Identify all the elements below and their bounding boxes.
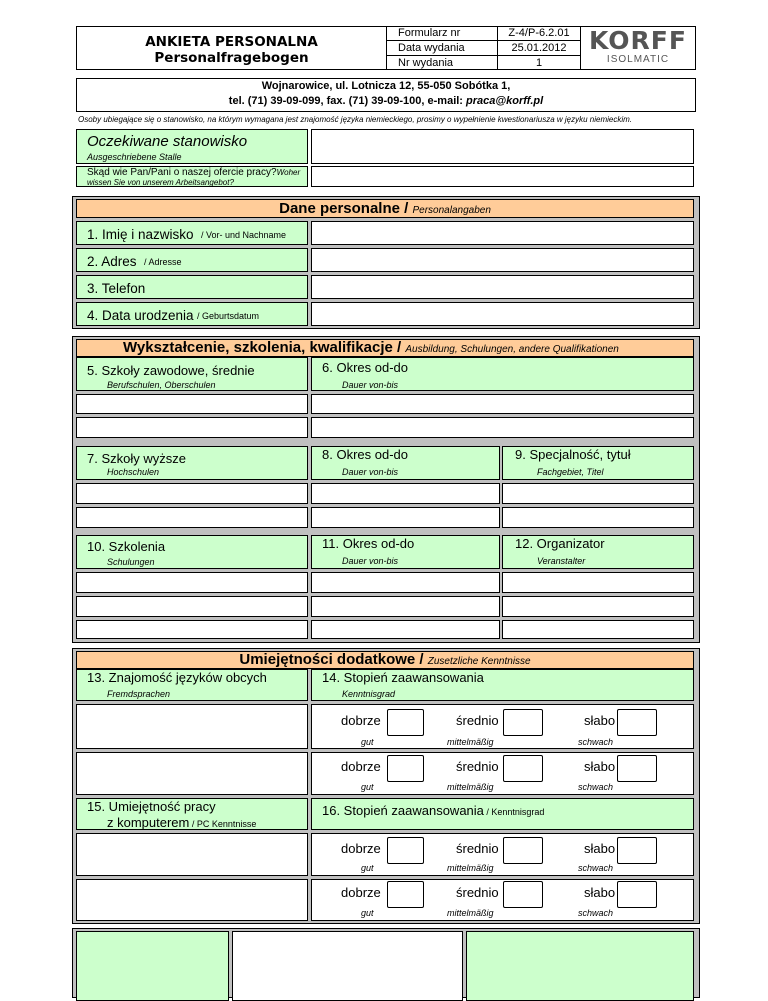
university-period-input[interactable] [311,507,500,528]
birthdate-input[interactable] [311,302,694,326]
header-divider [386,26,387,70]
secondary-period-input[interactable] [311,394,694,414]
computer-level-header [311,798,694,830]
organizer-input[interactable] [502,596,694,617]
secondary-schools-label: 5. Szkoły zawodowe, średnie [87,363,255,378]
personal-section-header [76,199,694,218]
level-medium-checkbox[interactable] [503,709,543,736]
level-weak-label: słabo [584,885,616,900]
computer-skills-header [76,798,308,830]
language-level-label: 14. Stopień zaawansowania [322,670,484,685]
training-period-input[interactable] [311,572,500,593]
level-weak-checkbox[interactable] [617,709,657,736]
university-period-sub: Dauer von-bis [342,467,399,477]
level-medium-checkbox[interactable] [503,755,543,782]
education-section-subtitle: Ausbildung, Schulungen, andere Qualifikationen [405,344,619,355]
level-medium-sub: mittelmäßig [447,908,494,918]
languages-header [76,669,308,701]
university-header [76,446,308,480]
level-weak-sub: schwach [578,863,614,873]
university-input[interactable] [76,507,308,528]
next-section-cell [76,931,229,1001]
header-title-block [77,27,386,69]
personal-section-title: Dane personalne / [279,200,413,217]
secondary-period-label: 6. Okres od-do [322,360,408,375]
trainings-header [76,535,308,569]
header-hline [386,55,580,56]
logo-brand: KORFF [589,26,687,55]
skills-section-subtitle: Zusetzliche Kenntnisse [427,656,531,667]
source-label-sub: wissen Sie von unserem Arbeitsangebot? [87,178,234,187]
training-input[interactable] [76,620,308,639]
meta-value: 25.01.2012 [511,42,567,54]
level-good-checkbox[interactable] [387,881,424,908]
level-medium-label: średnio [456,713,499,728]
organizer-header [502,535,694,569]
form-subtitle: Personalfragebogen [154,50,309,66]
level-good-label: dobrze [341,759,381,774]
meta-value: 1 [535,57,543,69]
level-good-checkbox[interactable] [387,709,424,736]
meta-label: Nr wydania [398,57,454,69]
secondary-schools-sub: Berufschulen, Oberschulen [107,380,216,390]
address-label-sub: / Adresse [139,257,182,267]
computer-level-label: 16. Stopień zaawansowania [322,803,484,818]
specialty-input[interactable] [502,483,694,504]
form-title: ANKIETA PERSONALNA [145,34,318,50]
meta-value: Z-4/P-6.2.01 [508,27,570,39]
name-label-cell [76,221,308,245]
level-good-sub: gut [361,908,374,918]
level-weak-label: słabo [584,759,616,774]
organizer-sub: Veranstalter [537,556,586,566]
level-weak-sub: schwach [578,782,614,792]
level-medium-checkbox[interactable] [503,837,543,864]
phone-label-cell [76,275,308,299]
university-sub: Hochschulen [107,467,160,477]
training-input[interactable] [76,596,308,617]
computer-level-sub: / Kenntnisgrad [483,807,545,817]
computer-skill-input[interactable] [76,833,308,876]
personal-section-subtitle: Personalangaben [412,205,491,216]
languages-label: 13. Znajomość języków obcych [87,670,267,685]
education-section-title: Wykształcenie, szkolenia, kwalifikacje / [123,339,406,356]
training-period-input[interactable] [311,620,500,639]
birthdate-label-cell [76,302,308,326]
address-line-1: Wojnarowice, ul. Lotnicza 12, 55-050 Sobótka 1, [261,80,511,92]
specialty-label: 9. Specjalność, tytuł [515,447,631,462]
level-weak-checkbox[interactable] [617,837,657,864]
level-medium-checkbox[interactable] [503,881,543,908]
position-label: Oczekiwane stanowisko [87,133,248,150]
education-section-header [76,339,694,357]
secondary-period-input[interactable] [311,417,694,438]
training-input[interactable] [76,572,308,593]
level-weak-checkbox[interactable] [617,755,657,782]
computer-level-title [322,802,544,820]
university-input[interactable] [76,483,308,504]
language-level-sub: Kenntnisgrad [342,689,396,699]
level-good-sub: gut [361,737,374,747]
computer-skills-label: 15. Umiejętność pracy [87,799,216,814]
level-good-checkbox[interactable] [387,837,424,864]
languages-sub: Fremdsprachen [107,689,171,699]
position-input[interactable] [311,129,694,164]
company-logo [582,28,694,68]
trainings-period-sub: Dauer von-bis [342,556,399,566]
meta-label: Formularz nr [398,27,461,39]
next-section-cell [466,931,694,1001]
level-medium-label: średnio [456,759,499,774]
language-name-input[interactable] [76,752,308,795]
skills-section-title: Umiejętności dodatkowe / [239,651,428,668]
phone-label: 3. Telefon [87,281,146,296]
language-level-header [311,669,694,701]
header-hline [386,40,580,41]
level-weak-label: słabo [584,713,616,728]
birthdate-label-sub: / Geburtsdatum [197,311,260,321]
address-line-2 [76,95,696,107]
specialty-header [502,446,694,480]
university-period-header [311,446,500,480]
level-weak-checkbox[interactable] [617,881,657,908]
level-medium-sub: mittelmäßig [447,863,494,873]
name-label-sub: / Vor- und Nachname [201,230,287,240]
organizer-label: 12. Organizator [515,536,605,551]
language-name-input[interactable] [76,704,308,749]
level-medium-label: średnio [456,841,499,856]
phone-input[interactable] [311,275,694,299]
university-label: 7. Szkoły wyższe [87,451,186,466]
level-good-label: dobrze [341,885,381,900]
level-medium-sub: mittelmäßig [447,782,494,792]
address-input[interactable] [311,248,694,272]
logo-sub: ISOLMATIC [606,54,670,65]
specialty-sub: Fachgebiet, Titel [537,467,604,477]
computer-skills-label-line2 [107,814,256,832]
source-label-text: Skąd wie Pan/Pani o naszej ofercie pracy? [87,167,277,178]
level-weak-sub: schwach [578,908,614,918]
trainings-label: 10. Szkolenia [87,539,166,554]
secondary-period-sub: Dauer von-bis [342,380,399,390]
level-medium-label: średnio [456,885,499,900]
next-section-cell[interactable] [232,931,463,1001]
secondary-schools-header [76,357,308,391]
organizer-input[interactable] [502,620,694,639]
header-divider [580,26,581,70]
email-link[interactable]: praca@korff.pl [466,95,544,107]
level-weak-sub: schwach [578,737,614,747]
secondary-period-header [311,357,694,391]
skills-section-header [76,651,694,669]
level-good-label: dobrze [341,841,381,856]
position-label-sub: Ausgeschriebene Stalle [87,152,182,162]
training-period-input[interactable] [311,596,500,617]
organizer-input[interactable] [502,572,694,593]
level-good-label: dobrze [341,713,381,728]
contact-phone-fax: tel. (71) 39-09-099, fax. (71) 39-09-100, e-mail: [228,95,467,107]
meta-label: Data wydania [398,42,465,54]
level-good-sub: gut [361,863,374,873]
trainings-sub: Schulungen [107,557,155,567]
specialty-input[interactable] [502,507,694,528]
level-good-sub: gut [361,782,374,792]
source-label-cell [76,166,308,187]
address-label: 2. Adres [87,254,137,269]
name-label: 1. Imię i nazwisko [87,227,194,242]
secondary-school-input[interactable] [76,417,308,438]
birthdate-label: 4. Data urodzenia [87,308,194,323]
computer-skills-sub: / PC Kenntnisse [189,819,257,829]
trainings-period-header [311,535,500,569]
source-label [87,167,300,178]
university-period-label: 8. Okres od-do [322,447,408,462]
position-label-cell [76,129,308,164]
secondary-school-input[interactable] [76,394,308,414]
computer-skill-input[interactable] [76,879,308,921]
source-label-sub-a: Woher [276,168,301,177]
address-label-cell [76,248,308,272]
level-weak-label: słabo [584,841,616,856]
level-medium-sub: mittelmäßig [447,737,494,747]
level-good-checkbox[interactable] [387,755,424,782]
computer-skills-label-cont: z komputerem [107,815,190,830]
trainings-period-label: 11. Okres od-do [322,536,415,551]
language-note: Osoby ubiegające się o stanowisko, na którym wymagana jest znajomość języka niemieckiego, prosimy o wypełnienie kwestionariusza w języku niemieckim. [78,115,633,124]
university-period-input[interactable] [311,483,500,504]
source-input[interactable] [311,166,694,187]
name-input[interactable] [311,221,694,245]
